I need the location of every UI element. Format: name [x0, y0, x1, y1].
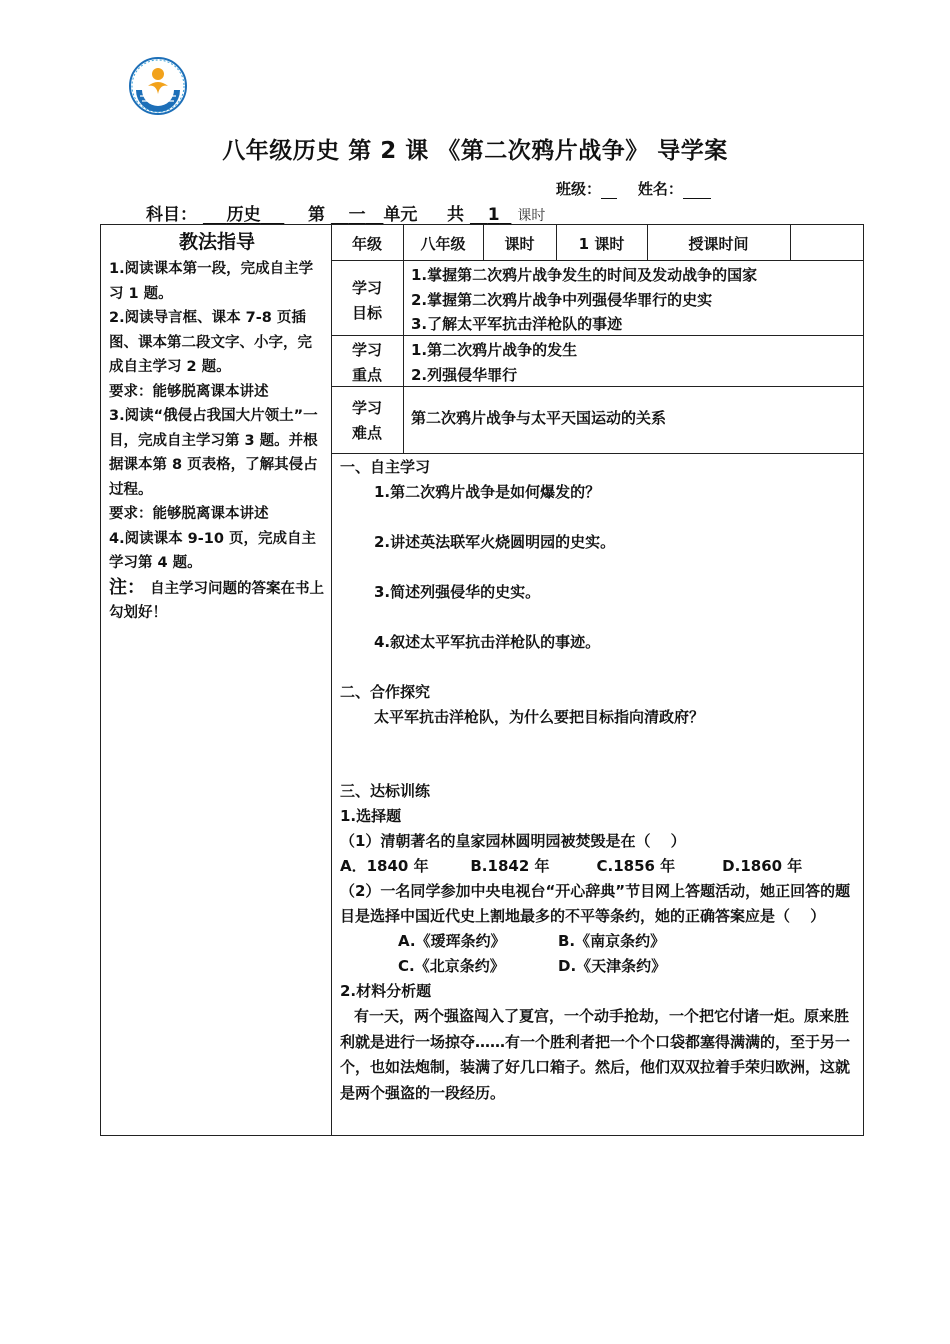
guide-item-1: 1.阅读课本第一段，完成自主学习 1 题。: [109, 261, 314, 302]
focus-list: [411, 338, 577, 387]
self-study-question: 3.简述列强侵华的史实。: [374, 583, 541, 601]
focus-item: 1.第二次鸦片战争的发生: [411, 341, 578, 359]
option: D.《天津条约》: [558, 957, 667, 975]
note-mark: 注：: [109, 576, 145, 598]
question-2: （2）一名同学参加中央电视台“开心辞典”节目网上答题活动，她正回答的题目是选择中国近代史上割地最多的不平等条约，她的正确答案应是（ ）: [340, 882, 851, 925]
guide-requirement-2: 要求：能够脱离课本讲述: [109, 506, 269, 522]
note-text: 自主学习问题的答案在书上勾划好！: [109, 580, 325, 621]
grade-label: 年级: [351, 235, 382, 253]
option: B.1842 年: [470, 857, 550, 875]
difficulty-text: 第二次鸦片战争与太平天国运动的关系: [411, 409, 667, 427]
focus-item: 2.列强侵华罪行: [411, 365, 518, 384]
focus-label: 学习 重点: [351, 341, 382, 384]
goals-label: 学习 目标: [351, 279, 382, 322]
guide-note: [109, 576, 325, 626]
guide-item-2: 2.阅读导言框、课本 7-8 页插图、课本第二段文字、小字，完成自主学习 2 题。: [109, 310, 312, 375]
grade-value: 八年级: [420, 235, 466, 253]
self-study-section: [340, 455, 860, 655]
option: A．1840 年: [340, 857, 429, 875]
cooperative-question: 太平军抗击洋枪队，为什么要把目标指向清政府？: [374, 708, 705, 726]
goal-item: 1.掌握第二次鸦片战争发生的时间及发动战争的国家: [411, 266, 758, 284]
self-study-heading: 一、自主学习: [340, 458, 431, 476]
option: B.《南京条约》: [558, 932, 666, 950]
practice-heading: 三、达标训练: [340, 782, 431, 800]
self-study-question: 4.叙述太平军抗击洋枪队的事迹。: [374, 633, 601, 651]
total-value: 1: [487, 205, 500, 225]
option: A.《瑷珲条约》: [398, 932, 506, 950]
unit-suffix: 单元: [383, 205, 418, 225]
goals-list: [411, 263, 757, 337]
guide-item-4: 4.阅读课本 9-10 页，完成自主学习第 4 题。: [109, 530, 316, 571]
teaching-guide-heading: 教法指导: [178, 231, 255, 253]
guide-item-3: 3.阅读“俄侵占我国大片领土”一目，完成自主学习第 3 题。并根据课本第 8 页表格，了解其侵占过程。: [109, 408, 318, 498]
class-label: 班级：: [556, 180, 602, 198]
time-label: 授课时间: [688, 235, 749, 253]
material-heading: 2.材料分析题: [340, 982, 432, 1000]
guide-requirement-1: 要求：能够脱离课本讲述: [109, 383, 269, 400]
self-study-question: 2.讲述英法联军火烧圆明园的史实。: [374, 533, 616, 551]
cooperative-heading: 二、合作探究: [340, 683, 431, 701]
class-blank[interactable]: [601, 184, 617, 199]
self-study-question: 1.第二次鸦片战争是如何爆发的？: [374, 483, 601, 501]
choice-heading: 1.选择题: [340, 807, 402, 825]
subject-label: 科目：: [146, 205, 197, 225]
question-2-options-row2: [340, 954, 860, 979]
option: C.1856 年: [596, 857, 676, 875]
name-label: 姓名：: [637, 180, 683, 198]
unit-value: 一: [348, 205, 366, 225]
total-prefix: 共: [447, 205, 465, 225]
page-title: 八年级历史 第 2 课 《第二次鸦片战争》 导学案: [222, 138, 728, 164]
subject-value: 历史: [226, 205, 261, 225]
hours-value: 1 课时: [578, 235, 625, 253]
option: D.1860 年: [722, 857, 803, 875]
total-suffix: 课时: [517, 208, 546, 224]
hours-label: 课时: [504, 235, 535, 253]
practice-section: [340, 779, 860, 1106]
goal-item: 3.了解太平军抗击洋枪队的事迹: [411, 315, 623, 333]
school-logo-icon: [128, 56, 188, 116]
cooperative-section: [340, 680, 860, 730]
unit-prefix: 第: [307, 205, 325, 225]
question-2-options-row1: [340, 929, 860, 954]
name-blank[interactable]: [683, 184, 711, 199]
difficulty-label: 学习 难点: [351, 399, 382, 442]
table-divider: [331, 260, 864, 261]
subject-line: [146, 200, 545, 225]
question-1: （1）清朝著名的皇家园林圆明园被焚毁是在（ ）: [340, 832, 686, 850]
class-name-line: [556, 178, 711, 199]
option: C.《北京条约》: [398, 957, 505, 975]
teaching-guide-panel: [100, 224, 332, 1136]
table-divider: [403, 224, 404, 453]
table-divider: [331, 453, 864, 454]
goal-item: 2.掌握第二次鸦片战争中列强侵华罪行的史实: [411, 290, 713, 309]
material-text: 有一天，两个强盗闯入了夏宫，一个动手抢劫，一个把它付诸一炬。原来胜利就是进行一场掠夺……有一个胜利者把一个个口袋都塞得满满的，至于另一个，也如法炮制，装满了好几口箱子。然后，他们双双拉着手荣归欧洲，这就是两个强盗的一段经历。: [340, 1007, 851, 1102]
table-divider: [790, 224, 791, 260]
question-1-options: [340, 854, 860, 879]
